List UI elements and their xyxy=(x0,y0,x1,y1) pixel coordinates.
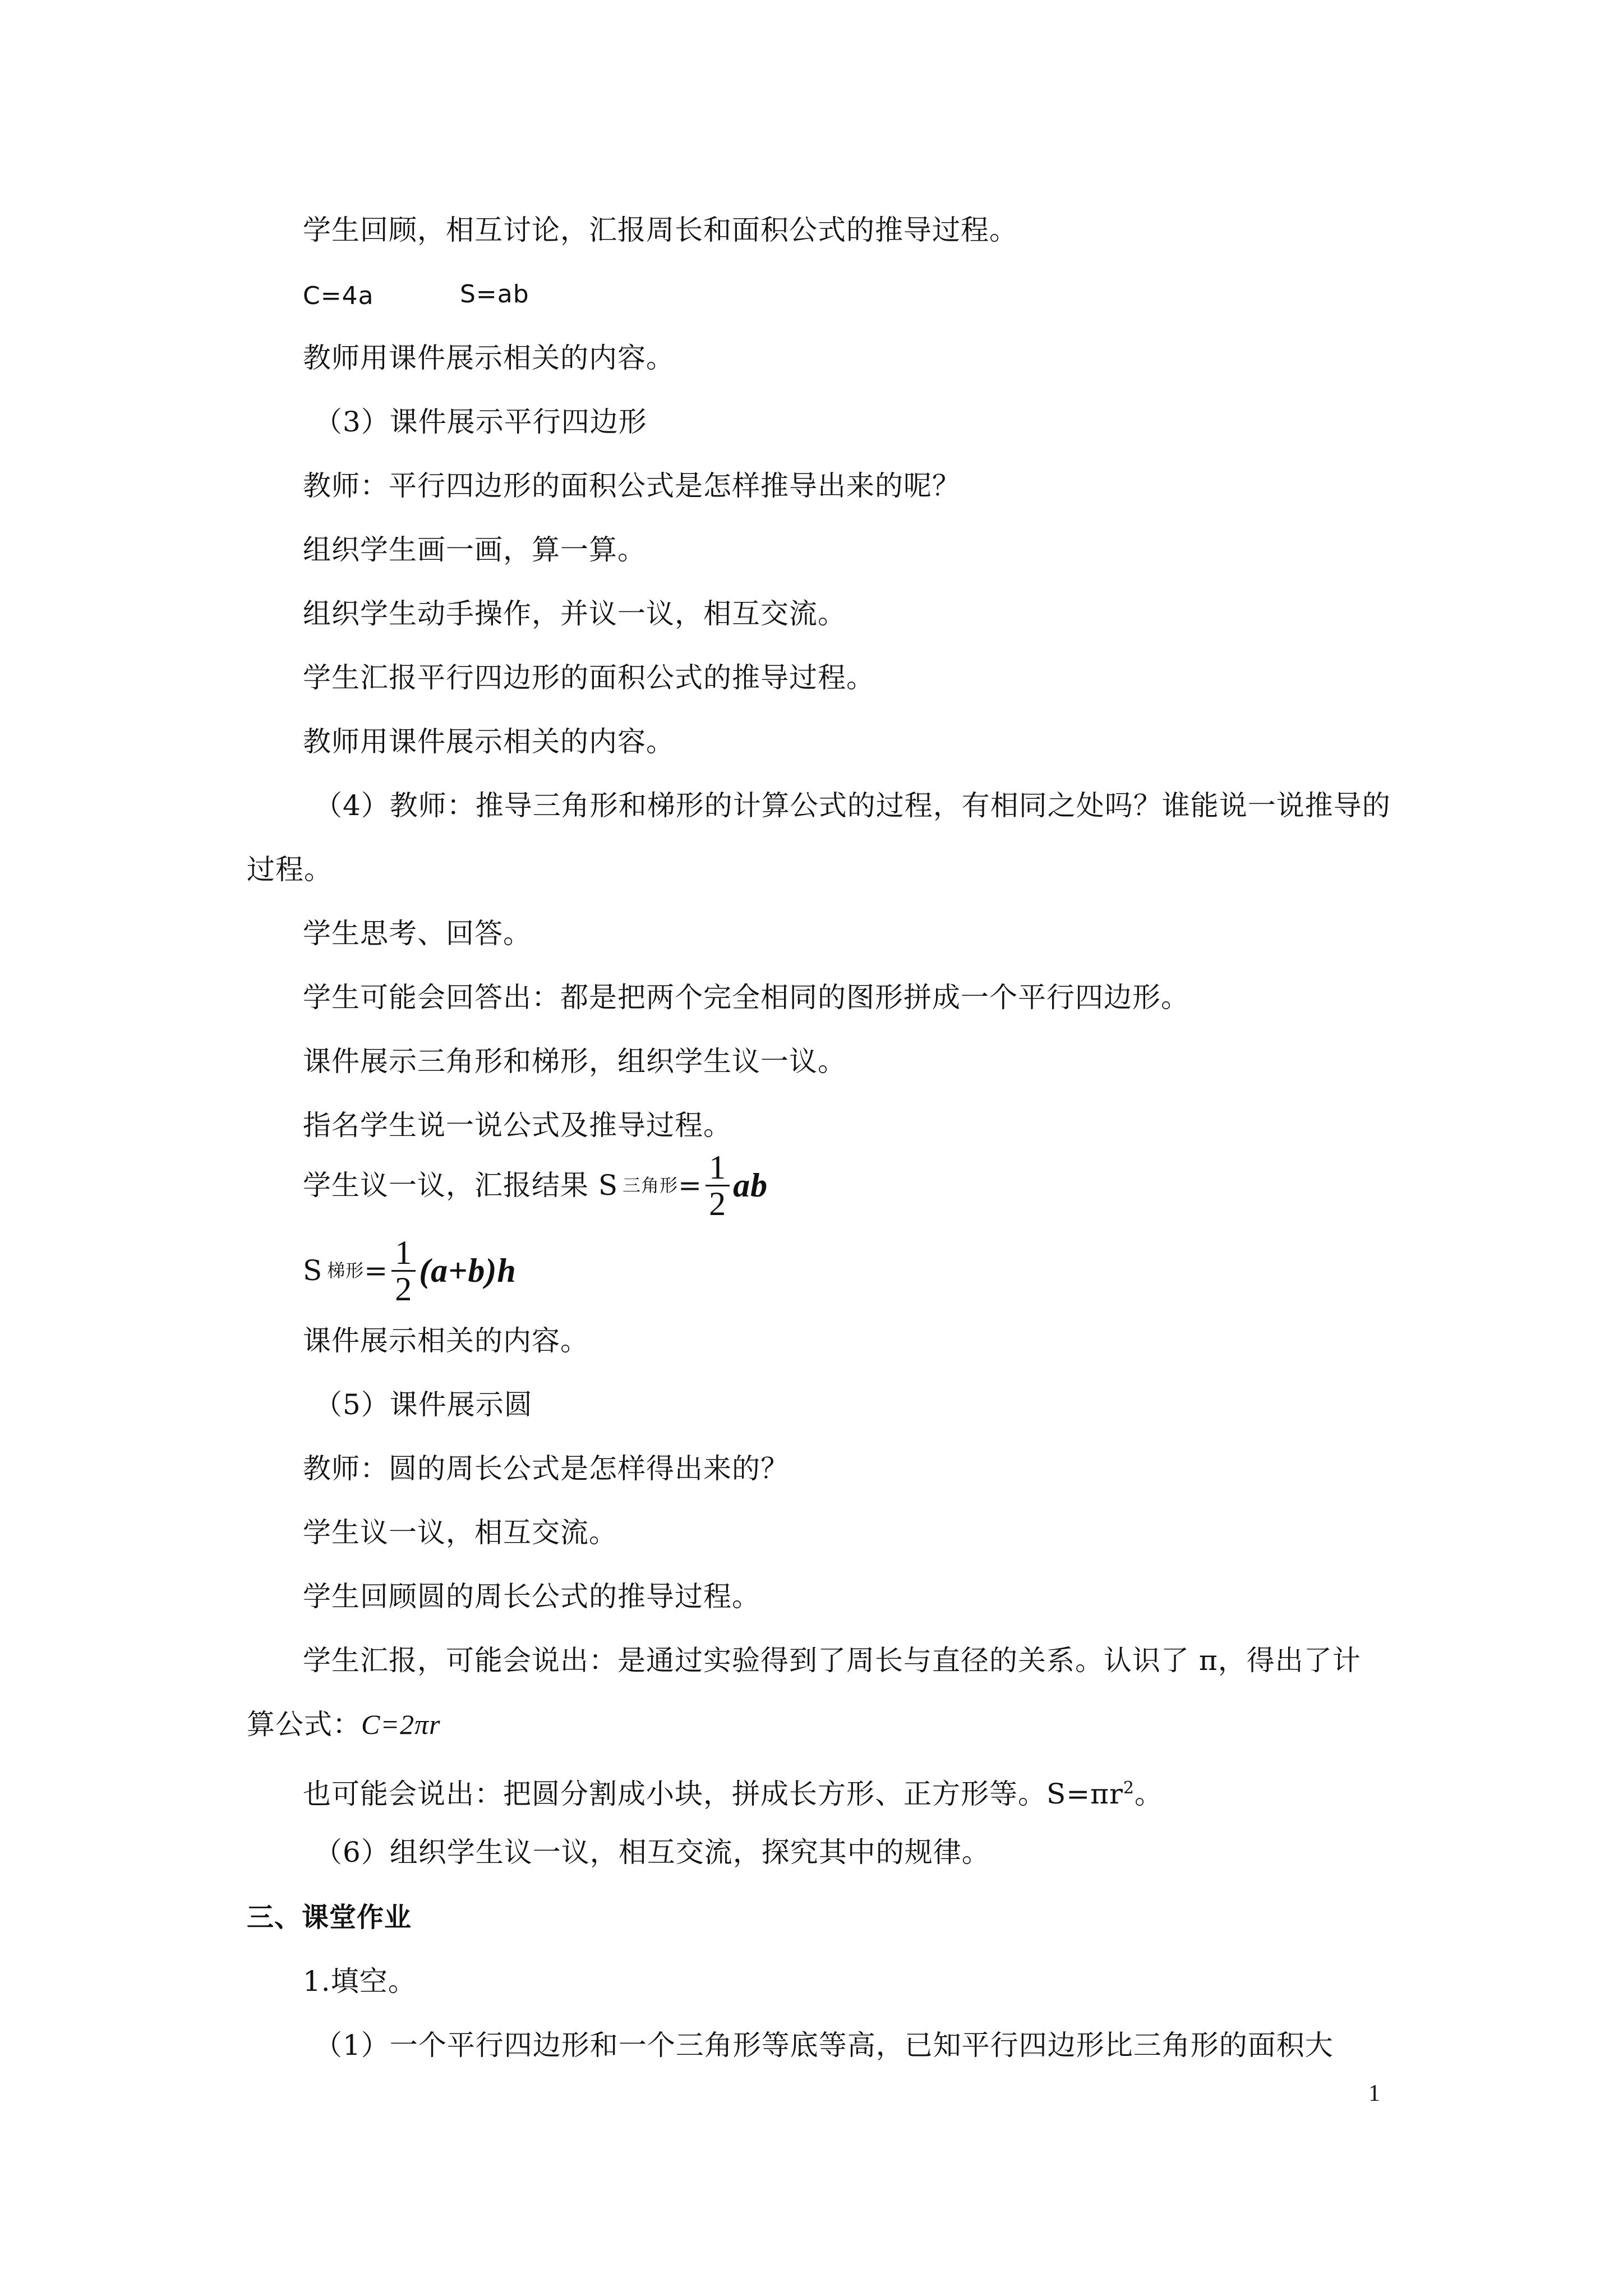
formula-area: S=ab xyxy=(460,280,529,309)
fraction-denominator: 2 xyxy=(395,1270,413,1308)
formula-variables: (a+b)h xyxy=(419,1252,517,1289)
paragraph: 课件展示相关的内容。 xyxy=(303,1324,589,1357)
paragraph-continuation: 过程。 xyxy=(247,853,333,886)
paragraph: 学生回顾，相互讨论，汇报周长和面积公式的推导过程。 xyxy=(303,214,1018,246)
fraction-denominator: 2 xyxy=(709,1185,727,1222)
formula-variables: ab xyxy=(733,1167,768,1204)
circle-area-text: 也可能会说出：把圆分割成小块，拼成长方形、正方形等。S=πr xyxy=(303,1778,1123,1810)
paragraph-continuation xyxy=(247,1706,441,1742)
equals-sign: = xyxy=(364,1254,389,1287)
formula-prefix: 学生议一议，汇报结果 S xyxy=(303,1169,619,1202)
formula-prefix: S xyxy=(303,1254,323,1287)
paragraph: 学生议一议，相互交流。 xyxy=(303,1516,617,1549)
paragraph: 学生汇报，可能会说出：是通过实验得到了周长与直径的关系。认识了 π，得出了计 xyxy=(303,1644,1361,1677)
paragraph: 教师用课件展示相关的内容。 xyxy=(303,342,675,374)
fraction-one-half xyxy=(706,1150,730,1221)
exponent: 2 xyxy=(1123,1778,1135,1798)
formula-subscript: 三角形 xyxy=(623,1175,679,1196)
paragraph: （3）课件展示平行四边形 xyxy=(314,406,647,438)
exercise-item: （1）一个平行四边形和一个三角形等底等高，已知平行四边形比三角形的面积大 xyxy=(314,2029,1334,2062)
trapezoid-area-formula xyxy=(303,1234,517,1307)
equals-sign: = xyxy=(678,1169,703,1202)
paragraph: 组织学生动手操作，并议一议，相互交流。 xyxy=(303,597,846,630)
triangle-area-formula xyxy=(303,1149,768,1222)
paragraph: 学生思考、回答。 xyxy=(303,917,532,950)
sentence-end: 。 xyxy=(1135,1778,1164,1810)
paragraph: （4）教师：推导三角形和梯形的计算公式的过程，有相同之处吗？谁能说一说推导的 xyxy=(314,789,1391,822)
circumference-formula: C=2πr xyxy=(361,1709,441,1740)
formula-subscript: 梯形 xyxy=(327,1260,365,1281)
paragraph: 课件展示三角形和梯形，组织学生议一议。 xyxy=(303,1045,846,1078)
page-number: 1 xyxy=(1368,2081,1380,2106)
exercise-heading: 1.填空。 xyxy=(303,1965,417,1998)
paragraph: 学生汇报平行四边形的面积公式的推导过程。 xyxy=(303,661,875,694)
fraction-numerator: 1 xyxy=(706,1150,730,1186)
fraction-numerator: 1 xyxy=(391,1235,416,1272)
formula-perimeter: C=4a xyxy=(303,282,374,310)
formula-label: 算公式： xyxy=(247,1708,361,1741)
paragraph xyxy=(303,1770,1163,1812)
fraction-one-half xyxy=(391,1235,416,1306)
paragraph: 教师：圆的周长公式是怎样得出来的？ xyxy=(303,1452,789,1485)
paragraph: 教师：平行四边形的面积公式是怎样推导出来的呢？ xyxy=(303,470,961,502)
paragraph: 指名学生说一说公式及推导过程。 xyxy=(303,1109,732,1142)
paragraph: （5）课件展示圆 xyxy=(314,1388,533,1421)
paragraph: 教师用课件展示相关的内容。 xyxy=(303,725,675,758)
formula-line xyxy=(303,277,529,314)
paragraph: 学生回顾圆的周长公式的推导过程。 xyxy=(303,1580,760,1613)
section-heading: 三、课堂作业 xyxy=(247,1902,412,1933)
paragraph: （6）组织学生议一议，相互交流，探究其中的规律。 xyxy=(314,1836,990,1869)
paragraph: 组织学生画一画，算一算。 xyxy=(303,533,646,566)
paragraph: 学生可能会回答出：都是把两个完全相同的图形拼成一个平行四边形。 xyxy=(303,981,1189,1014)
